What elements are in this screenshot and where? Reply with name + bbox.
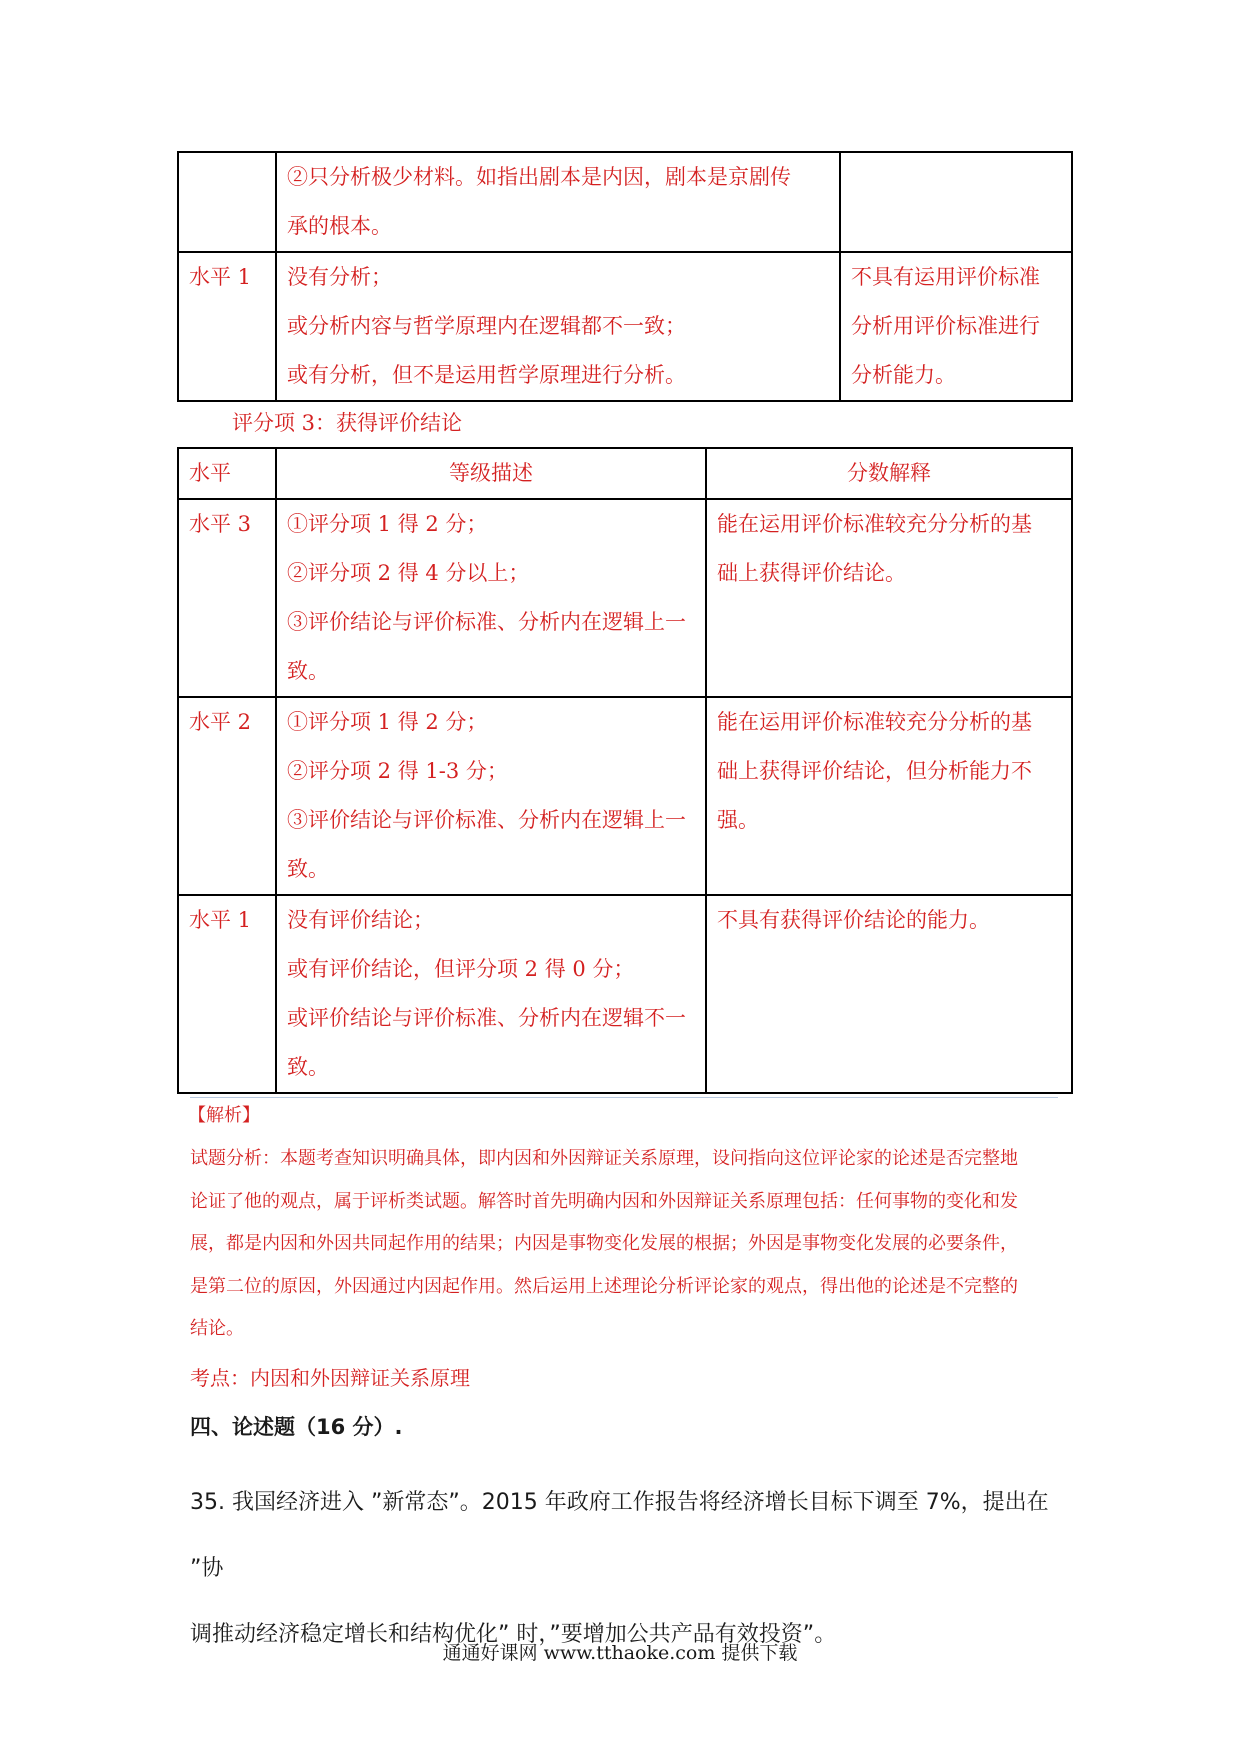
score-cell bbox=[840, 152, 1072, 252]
analysis-line: 是第二位的原因，外因通过内因起作用。然后运用上述理论分析评论家的观点，得出他的论述是不完整的 bbox=[190, 1275, 1018, 1297]
section-heading: 四、论述题（16 分）. bbox=[190, 1415, 403, 1439]
score-cell bbox=[706, 697, 1072, 895]
level-cell: 水平 2 bbox=[178, 697, 276, 895]
desc-line: 没有评价结论； bbox=[287, 908, 434, 932]
score-line: 础上获得评价结论。 bbox=[717, 561, 906, 585]
desc-line: 致。 bbox=[287, 659, 329, 683]
desc-line: ①评分项 1 得 2 分； bbox=[287, 710, 488, 734]
desc-line: 或分析内容与哲学原理内在逻辑都不一致； bbox=[287, 314, 686, 338]
question-line: 调推动经济稳定增长和结构优化” 时，”要增加公共产品有效投资”。 bbox=[190, 1622, 837, 1647]
table-row bbox=[178, 252, 1072, 401]
desc-line: 或有分析，但不是运用哲学原理进行分析。 bbox=[287, 363, 686, 387]
level-cell: 水平 1 bbox=[178, 895, 276, 1093]
desc-line: 或评价结论与评价标准、分析内在逻辑不一 bbox=[287, 1006, 686, 1030]
desc-line: ①评分项 1 得 2 分； bbox=[287, 512, 488, 536]
score-line: 能在运用评价标准较充分分析的基 bbox=[717, 710, 1032, 734]
analysis-line: 论证了他的观点，属于评析类试题。解答时首先明确内因和外因辩证关系原理包括：任何事物的变化和发 bbox=[190, 1190, 1018, 1212]
analysis-heading: 【解析】 bbox=[188, 1105, 260, 1126]
analysis-text bbox=[190, 1138, 1060, 1351]
score-line: 强。 bbox=[717, 808, 759, 832]
desc-line: ②评分项 2 得 1-3 分； bbox=[287, 759, 508, 783]
desc-line: ②只分析极少材料。如指出剧本是内因，剧本是京剧传 bbox=[287, 165, 791, 189]
level-cell bbox=[178, 152, 276, 252]
score-line: 分析能力。 bbox=[851, 363, 956, 387]
score-line: 础上获得评价结论，但分析能力不 bbox=[717, 759, 1032, 783]
table-header-row bbox=[178, 448, 1072, 499]
score-line: 不具有获得评价结论的能力。 bbox=[717, 908, 990, 932]
scoring-table-3 bbox=[177, 447, 1073, 1094]
desc-line: 没有分析； bbox=[287, 265, 392, 289]
analysis-line: 结论。 bbox=[190, 1318, 244, 1339]
score-line: 分析用评价标准进行 bbox=[851, 314, 1040, 338]
question-line: 35. 我国经济进入 ”新常态”。2015 年政府工作报告将经济增长目标下调至 7%，提出在 ”协 bbox=[190, 1490, 1049, 1581]
page-footer: 通通好课网 www.tthaoke.com 提供下载 bbox=[442, 1642, 798, 1664]
score-cell bbox=[840, 252, 1072, 401]
desc-cell bbox=[276, 152, 840, 252]
desc-cell bbox=[276, 697, 706, 895]
header-desc: 等级描述 bbox=[276, 448, 706, 499]
header-level: 水平 bbox=[178, 448, 276, 499]
table-row bbox=[178, 152, 1072, 252]
header-score: 分数解释 bbox=[706, 448, 1072, 499]
desc-line: ③评价结论与评价标准、分析内在逻辑上一 bbox=[287, 808, 686, 832]
scoring-table-2-continued bbox=[177, 151, 1073, 402]
level-cell: 水平 3 bbox=[178, 499, 276, 697]
test-point: 考点：内因和外因辩证关系原理 bbox=[190, 1366, 470, 1390]
score-item-3-label: 评分项 3：获得评价结论 bbox=[232, 411, 463, 435]
desc-line: ③评价结论与评价标准、分析内在逻辑上一 bbox=[287, 610, 686, 634]
desc-line: 致。 bbox=[287, 1055, 329, 1079]
desc-cell bbox=[276, 895, 706, 1093]
table-row bbox=[178, 697, 1072, 895]
desc-line: 或有评价结论，但评分项 2 得 0 分； bbox=[287, 957, 635, 981]
score-line: 能在运用评价标准较充分分析的基 bbox=[717, 512, 1032, 536]
desc-cell bbox=[276, 252, 840, 401]
divider bbox=[190, 1097, 1058, 1098]
desc-line: 致。 bbox=[287, 857, 329, 881]
score-line: 不具有运用评价标准 bbox=[851, 265, 1040, 289]
desc-line: 承的根本。 bbox=[287, 214, 392, 238]
desc-line: ②评分项 2 得 4 分以上； bbox=[287, 561, 530, 585]
score-cell bbox=[706, 895, 1072, 1093]
score-cell bbox=[706, 499, 1072, 697]
analysis-line: 试题分析：本题考查知识明确具体，即内因和外因辩证关系原理，设问指向这位评论家的论述是否完整地 bbox=[190, 1148, 1018, 1169]
desc-cell bbox=[276, 499, 706, 697]
table-row bbox=[178, 499, 1072, 697]
analysis-line: 展，都是内因和外因共同起作用的结果；内因是事物变化发展的根据；外因是事物变化发展的必要条件， bbox=[190, 1233, 1018, 1254]
level-cell: 水平 1 bbox=[178, 252, 276, 401]
table-row bbox=[178, 895, 1072, 1093]
